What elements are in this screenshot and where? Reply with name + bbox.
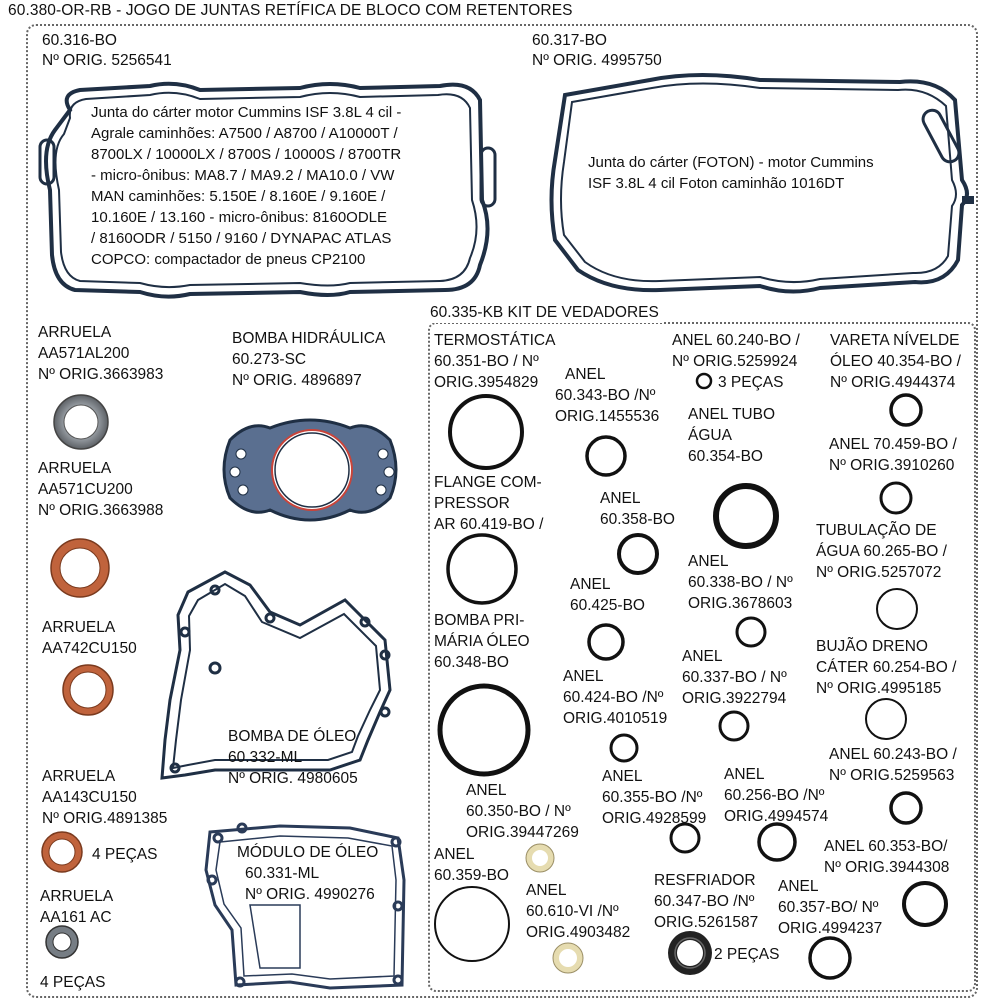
bomba-primaria-label: BOMBA PRI- MÁRIA ÓLEO 60.348-BO [434,612,530,671]
oring-bujao [866,699,906,739]
top-right-code: 60.317-BO [532,32,607,49]
arruela-5-label: ARRUELA AA161 AC [40,888,114,926]
anel-243-label: ANEL 60.243-BO / Nº ORIG.5259563 [829,746,957,784]
oring-610 [556,946,580,970]
top-right-description: Junta do cárter (FOTON) - motor Cummins ISF 3.8L 4 cil Foton caminhão 1016DT [588,154,874,192]
hydraulic-pump-gasket [224,420,396,520]
oring-tubulacao [877,589,917,629]
oring-flange [448,535,516,603]
anel-256-label: ANEL 60.256-BO /Nº ORIG.4994574 [724,766,829,825]
anel-424-label: ANEL 60.424-BO /Nº ORIG.4010519 [563,668,668,727]
flange-label: FLANGE COM- PRESSOR AR 60.419-BO / [434,474,544,533]
bomba-oleo-label: BOMBA DE ÓLEO 60.332-ML Nº ORIG. 4980605 [228,728,358,787]
anel-353-label: ANEL 60.353-BO/ Nº ORIG.3944308 [824,838,950,876]
seal-resfriador [668,931,712,975]
tubulacao-label: TUBULAÇÃO DE ÁGUA 60.265-BO / Nº ORIG.5257072 [816,522,947,581]
washer-aa571cu200 [51,539,109,597]
resfriador-quantity: 2 PEÇAS [714,946,780,963]
anel-tubo-label: ANEL TUBO ÁGUA 60.354-BO [688,406,775,465]
oring-358 [619,535,657,573]
top-right-orig: Nº ORIG. 4995750 [532,52,662,69]
page-title: 60.380-OR-RB - JOGO DE JUNTAS RETÍFICA DE BLOCO COM RETENTORES [8,2,573,19]
anel-343-label: ANEL 60.343-BO /Nº ORIG.1455536 [555,366,660,425]
arruela-3-label: ARRUELA AA742CU150 [42,619,137,657]
oring-424 [611,735,637,761]
oring-459 [881,483,911,513]
top-left-description: Junta do cárter motor Cummins ISF 3.8L 4 cil - Agrale caminhões: A7500 / A8700 / A10000T / 8700LX / 10000LX / 8700S / 10000S / 8700TR - micro-ônibus: MA8.7 / MA9.2 / MA10.0 / VW MAN caminhões: 5.150E / 8.160E / 9.160E / 10.160E / 13.160 - micro-ônibus: 8160ODLE / 8160ODR / 5150 / 9160 / DYNAPAC ATLAS COPCO: compactador de pneus CP2100 [91,104,402,268]
vareta-label: VARETA NÍVELDE ÓLEO 40.354-BO / Nº ORIG.4944374 [830,332,961,391]
termostatica-label: TERMOSTÁTICA 60.351-BO / Nº ORIG.3954829 [434,332,556,391]
bomba-hidraulica-label: BOMBA HIDRÁULICA 60.273-SC Nº ORIG. 4896897 [232,330,386,389]
modulo-oleo-label: MÓDULO DE ÓLEO 60.331-ML Nº ORIG. 4990276 [237,844,379,903]
oring-343 [587,437,625,475]
bujao-label: BUJÃO DRENO CÁTER 60.254-BO / Nº ORIG.4995185 [816,638,957,697]
oring-termostatica [450,396,522,468]
arruela-5-quantity: 4 PEÇAS [40,974,106,991]
oring-357 [810,938,850,978]
resfriador-label: RESFRIADOR 60.347-BO /Nº ORIG.5261587 [654,872,759,931]
oring-359 [435,887,509,961]
kit-title: 60.335-KB KIT DE VEDADORES [430,302,663,323]
anel-359-label: ANEL 60.359-BO [434,846,509,884]
oring-256 [759,824,795,860]
oring-243 [891,793,921,823]
oring-353 [904,883,946,925]
washer-aa161ac [46,926,78,958]
anel-240-label: ANEL 60.240-BO / Nº ORIG.5259924 [672,332,800,370]
oring-240 [697,374,711,388]
oring-337 [720,712,748,740]
anel-357-label: ANEL 60.357-BO/ Nº ORIG.4994237 [778,878,883,937]
anel-337-label: ANEL 60.337-BO / Nº ORIG.3922794 [682,648,787,707]
anel-459-label: ANEL 70.459-BO / Nº ORIG.3910260 [829,436,957,474]
oring-vareta [891,395,921,425]
anel-358-label: ANEL 60.358-BO [600,490,675,528]
anel-338-label: ANEL 60.338-BO / Nº ORIG.3678603 [688,553,793,612]
washer-aa571al200 [54,395,108,449]
oring-425 [589,625,623,659]
arruela-2-label: ARRUELA AA571CU200 Nº ORIG.3663988 [38,460,164,519]
oring-350 [529,847,551,869]
anel-240-quantity: 3 PEÇAS [718,374,784,391]
top-left-orig: Nº ORIG. 5256541 [42,52,172,69]
oring-tubo-agua [716,486,776,546]
washer-aa143cu150 [42,832,82,872]
arruela-4-label: ARRUELA AA143CU150 Nº ORIG.4891385 [42,768,168,827]
anel-350-label: ANEL 60.350-BO / Nº ORIG.39447269 [466,782,579,841]
oring-bomba-primaria [440,686,528,774]
arruela-4-quantity: 4 PEÇAS [92,846,158,863]
top-left-code: 60.316-BO [42,32,117,49]
anel-355-label: ANEL 60.355-BO /Nº ORIG.4928599 [602,768,707,827]
anel-610-label: ANEL 60.610-VI /Nº ORIG.4903482 [526,882,631,941]
oring-338 [737,618,765,646]
washer-aa742cu150 [63,665,113,715]
arruela-1-label: ARRUELA AA571AL200 Nº ORIG.3663983 [38,324,164,383]
anel-425-label: ANEL 60.425-BO [570,576,645,614]
